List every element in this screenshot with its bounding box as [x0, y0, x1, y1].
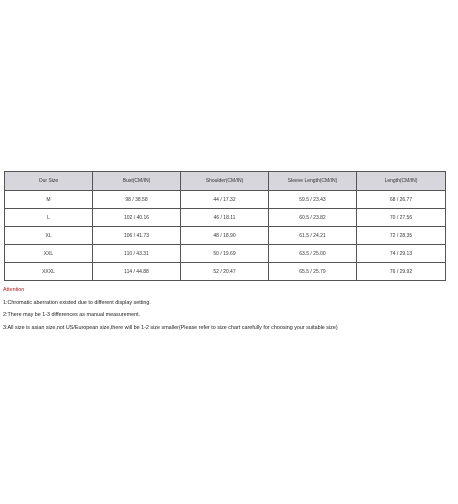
note-line-1: 1:Chromatic aberration existed due to different display setting. [3, 299, 151, 306]
table-row [5, 227, 446, 245]
table-row [5, 263, 446, 281]
header-bust: Bust(CM/IN) [93, 172, 181, 191]
cell-length: 74 / 29.13 [357, 245, 446, 263]
cell-bust: 110 / 43.31 [93, 245, 181, 263]
cell-bust: 102 / 40.16 [93, 209, 181, 227]
cell-sleeve-length: 59.5 / 23.43 [269, 191, 357, 209]
cell-shoulder: 48 / 18.90 [181, 227, 269, 245]
cell-length: 70 / 27.56 [357, 209, 446, 227]
size-chart-table [4, 171, 446, 281]
cell-bust: 114 / 44.88 [93, 263, 181, 281]
header-sleeve-length: Sleeve Length(CM/IN) [269, 172, 357, 191]
header-shoulder: Shoulder(CM/IN) [181, 172, 269, 191]
cell-size: L [5, 209, 93, 227]
table-row [5, 209, 446, 227]
cell-shoulder: 50 / 19.69 [181, 245, 269, 263]
cell-size: XXL [5, 245, 93, 263]
cell-length: 72 / 28.35 [357, 227, 446, 245]
cell-size: XL [5, 227, 93, 245]
cell-bust: 98 / 38.58 [93, 191, 181, 209]
cell-size: XXXL [5, 263, 93, 281]
table-row [5, 245, 446, 263]
table-row [5, 191, 446, 209]
header-length: Length(CM/IN) [357, 172, 446, 191]
attention-notes [3, 284, 453, 334]
cell-sleeve-length: 60.5 / 23.82 [269, 209, 357, 227]
cell-sleeve-length: 65.5 / 25.79 [269, 263, 357, 281]
cell-sleeve-length: 61.5 / 24.21 [269, 227, 357, 245]
cell-shoulder: 46 / 18.11 [181, 209, 269, 227]
cell-sleeve-length: 63.5 / 25.00 [269, 245, 357, 263]
note-line-3: 3:All size is asian size,not US/European size,there will be 1-2 size smaller(Please refer to size chart carefully for choosing your suitable size) [3, 324, 338, 331]
header-our-size: Our Size [5, 172, 93, 191]
cell-size: M [5, 191, 93, 209]
table-header-row [5, 172, 446, 191]
cell-shoulder: 52 / 20.47 [181, 263, 269, 281]
cell-bust: 106 / 41.73 [93, 227, 181, 245]
cell-shoulder: 44 / 17.32 [181, 191, 269, 209]
cell-length: 76 / 29.92 [357, 263, 446, 281]
attention-heading: Attention [3, 287, 25, 293]
note-line-2: 2:There may be 1-3 differences as manual measurement. [3, 312, 141, 318]
cell-length: 68 / 26.77 [357, 191, 446, 209]
